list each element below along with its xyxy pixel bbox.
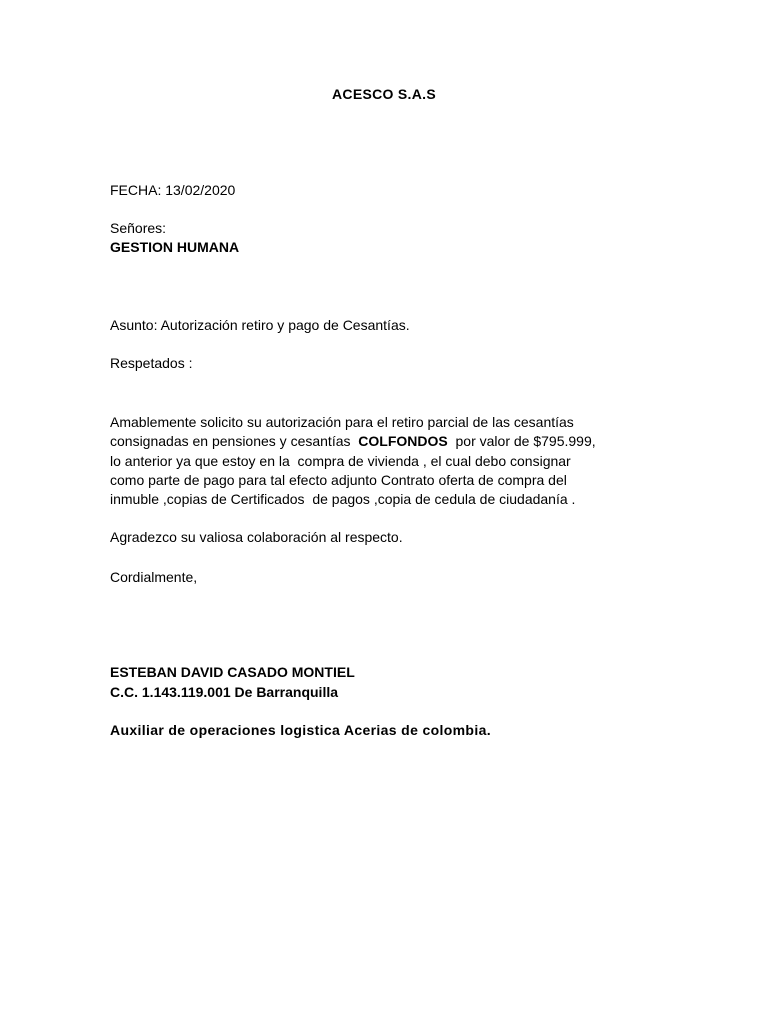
fund-name: COLFONDOS [358, 433, 448, 450]
greeting: Respetados : [110, 355, 193, 371]
closing: Cordialmente, [110, 569, 198, 585]
body-paragraph [110, 413, 670, 509]
body-line-5: inmuble ,copias de Certificados de pagos ,copia de cedula de ciudadanía . [110, 491, 576, 508]
body-line-3: lo anterior ya que estoy en la compra de vivienda , el cual debo consignar [110, 452, 571, 469]
signer-role: Auxiliar de operaciones logistica Acerias de colombia. [110, 722, 491, 738]
body-line-4: como parte de pago para tal efecto adjunto Contrato oferta de compra del [110, 471, 567, 488]
date-line: FECHA: 13/02/2020 [110, 182, 236, 198]
signer-id: C.C. 1.143.119.001 De Barranquilla [110, 684, 339, 700]
salutation-prefix: Señores: [110, 220, 167, 236]
signer-name: ESTEBAN DAVID CASADO MONTIEL [110, 664, 355, 680]
body-line-2 [110, 432, 670, 451]
body-line-1: Amablemente solicito su autorización para el retiro parcial de las cesantías [110, 414, 574, 430]
company-title: ACESCO S.A.S [332, 86, 436, 102]
thanks-line: Agradezco su valiosa colaboración al respecto. [110, 529, 403, 545]
body-line-2-post: por valor de $795.999, [447, 433, 596, 450]
recipient: GESTION HUMANA [110, 239, 240, 255]
subject-line: Asunto: Autorización retiro y pago de Cesantías. [110, 317, 410, 333]
body-line-2-pre: consignadas en pensiones y cesantías [110, 433, 359, 450]
